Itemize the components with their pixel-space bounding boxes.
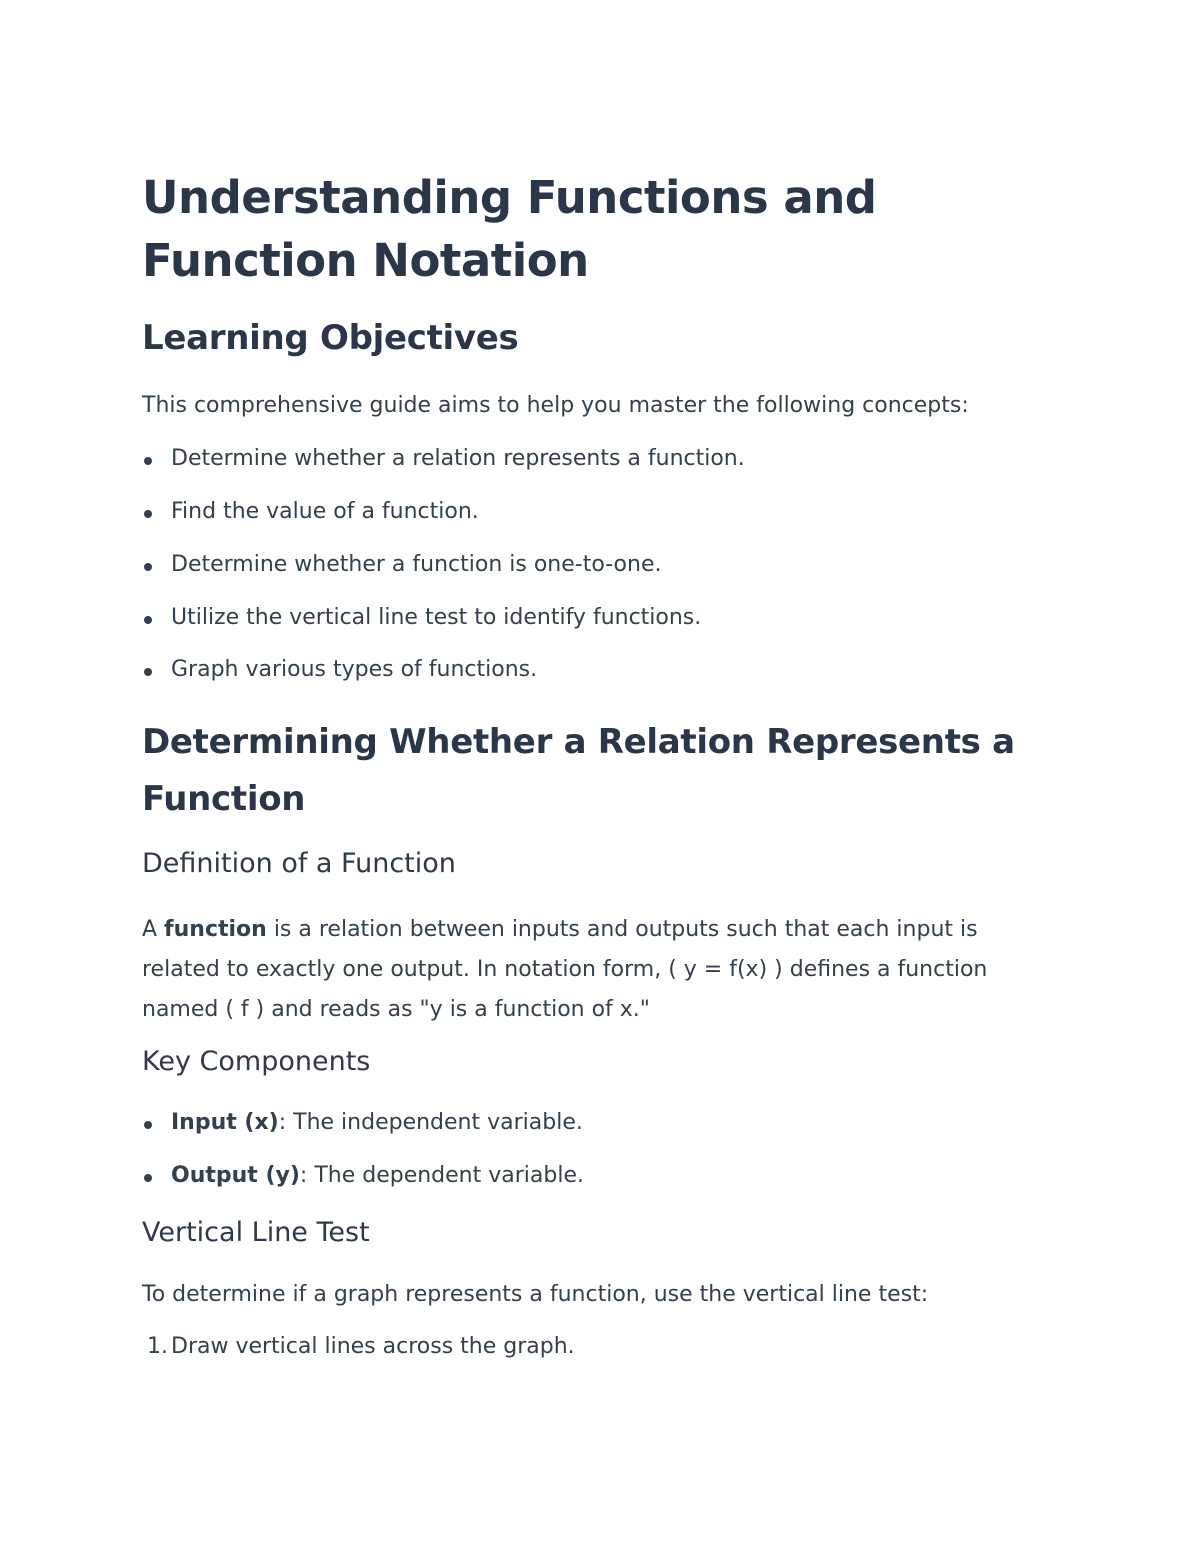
function-term: function [164, 917, 267, 942]
bullet-icon [144, 616, 152, 624]
objectives-intro: This comprehensive guide aims to help you master the following concepts: [142, 393, 969, 418]
definition-text: A function is a relation between inputs and outputs such that each input is related to exactly one output. In notation form, ( y = f(x) ) defines a function named ( f ) and reads as "y is a function of x." [142, 917, 988, 1022]
page-title: Understanding Functions and Function Notation [142, 171, 877, 287]
bullet-icon [144, 563, 152, 571]
bullet-icon [144, 457, 152, 465]
definition-heading: Definition of a Function [142, 848, 456, 879]
key-components-heading: Key Components [142, 1046, 371, 1077]
section-heading: Determining Whether a Relation Represents a Function [142, 722, 1015, 819]
bullet-icon [144, 1174, 152, 1182]
bullet-icon [144, 1121, 152, 1129]
bullet-icon [144, 510, 152, 518]
bullet-icon [144, 668, 152, 676]
vertical-line-test-intro: To determine if a graph represents a function, use the vertical line test: [142, 1282, 929, 1307]
vertical-line-test-heading: Vertical Line Test [142, 1217, 370, 1248]
learning-objectives-heading: Learning Objectives [142, 318, 519, 358]
